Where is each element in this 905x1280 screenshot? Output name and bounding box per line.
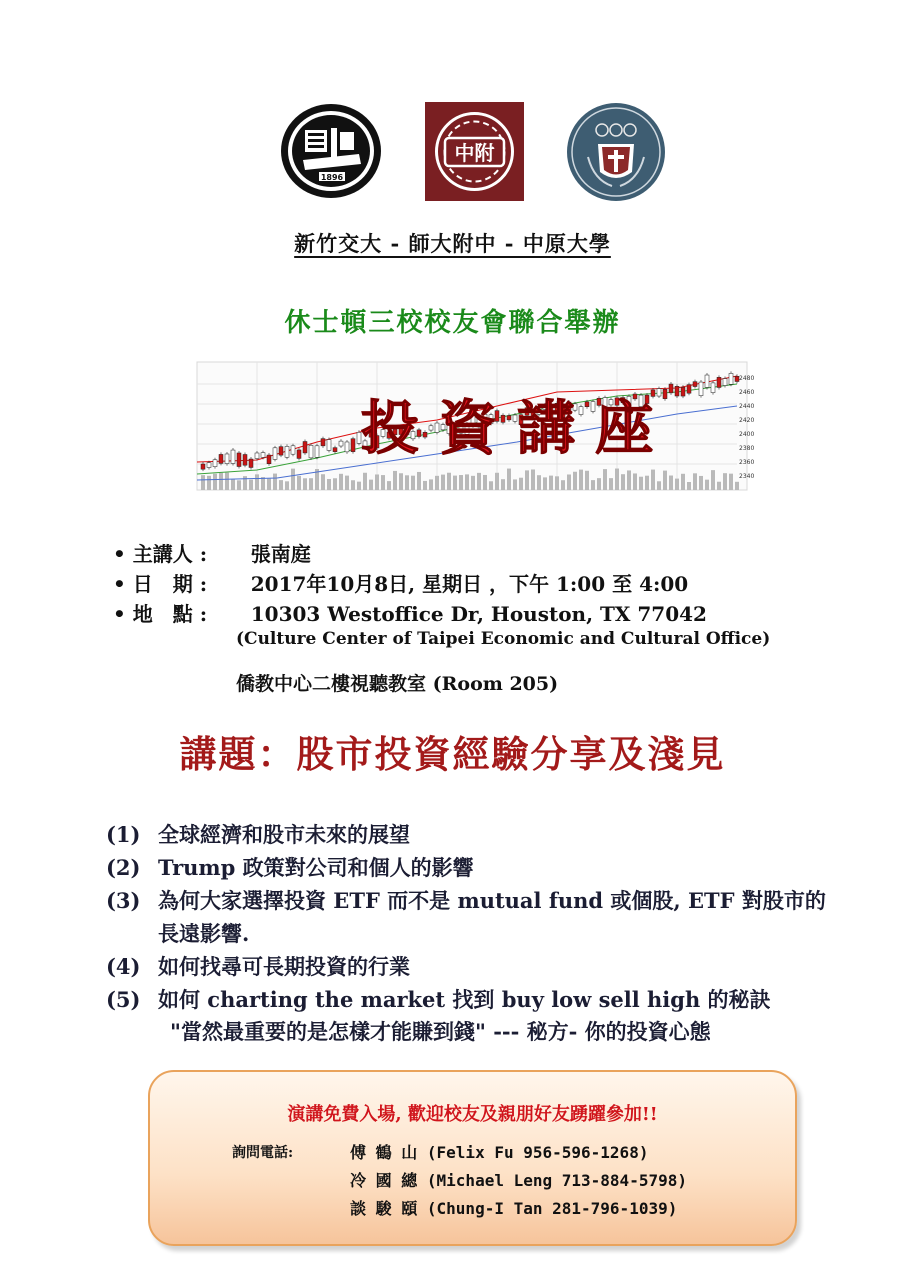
svg-text:2440: 2440	[739, 403, 755, 410]
speaker-name: 張南庭	[250, 542, 311, 566]
svg-text:2340: 2340	[739, 473, 755, 480]
agenda-item: (4) 如何找尋可長期投資的行業	[106, 954, 410, 979]
svg-text:2460: 2460	[739, 389, 755, 396]
lecture-topic: 講題：股市投資經驗分享及淺見	[179, 732, 726, 776]
agenda-item: (5) 如何 charting the market 找到 buy low sell high 的秘訣	[106, 987, 771, 1012]
organizer-line: 休士頓三校校友會聯合舉辦	[284, 308, 621, 338]
cycu-logo	[566, 102, 666, 202]
stock-chart-banner	[197, 362, 755, 490]
svg-text:2420: 2420	[739, 417, 755, 424]
event-address: 10303 Westoffice Dr, Houston, TX 77042	[250, 602, 707, 626]
svg-text:2400: 2400	[739, 431, 755, 438]
svg-text:2360: 2360	[739, 459, 755, 466]
contact-entry: 傅 鶴 山 (Felix Fu 956-596-1268)	[350, 1143, 649, 1162]
agenda-item: (1) 全球經濟和股市未來的展望	[106, 822, 410, 847]
agenda-item: (3) 為何大家選擇投資 ETF 而不是 mutual fund 或個股, ETF 對股市的	[106, 888, 826, 913]
place-label: 地 點 :	[132, 602, 208, 626]
contact-entry: 談 駿 頤 (Chung-I Tan 281-796-1039)	[350, 1199, 678, 1218]
hsnu-logo-text: 中附	[454, 141, 495, 165]
admission-contact-box	[148, 1070, 797, 1246]
agenda-item: "當然最重要的是怎樣才能賺到錢" --- 秘方- 你的投資心態	[170, 1019, 711, 1044]
contact-entry: 冷 國 總 (Michael Leng 713-884-5798)	[350, 1171, 687, 1190]
date-row: • 日 期 : 2017年10月8日, 星期日 ，下午 1:00 至 4:00	[113, 568, 688, 597]
svg-text:2480: 2480	[739, 375, 755, 382]
schools-text: 新竹交大 - 師大附中 - 中原大學	[294, 231, 611, 256]
agenda-item: (2) Trump 政策對公司和個人的影響	[106, 855, 474, 880]
svg-text:2380: 2380	[739, 445, 755, 452]
hsnu-logo	[425, 102, 524, 201]
speaker-label: 主講人 :	[132, 542, 208, 566]
nctu-logo-year: 1896	[320, 173, 344, 182]
date-label: 日 期 :	[132, 572, 208, 596]
event-date: 2017年10月8日, 星期日 ，下午 1:00 至 4:00	[250, 572, 689, 596]
free-admission-note: 演講免費入場, 歡迎校友及親朋好友踴躍參加!!	[287, 1104, 658, 1125]
room-info: 僑教中心二樓視聽教室 (Room 205)	[236, 673, 559, 695]
schools-line	[0, 228, 905, 258]
agenda-item: 長遠影響.	[158, 921, 250, 946]
address-note: (Culture Center of Taipei Economic and Cultural Office)	[236, 629, 771, 649]
speaker-row: • 主講人 : 張南庭	[113, 538, 311, 567]
nctu-logo	[279, 102, 383, 200]
banner-title: 投 資 講 座	[360, 394, 654, 462]
contact-label: 詢問電話:	[232, 1145, 294, 1161]
place-row: • 地 點 : 10303 Westoffice Dr, Houston, TX 77042	[113, 598, 707, 627]
